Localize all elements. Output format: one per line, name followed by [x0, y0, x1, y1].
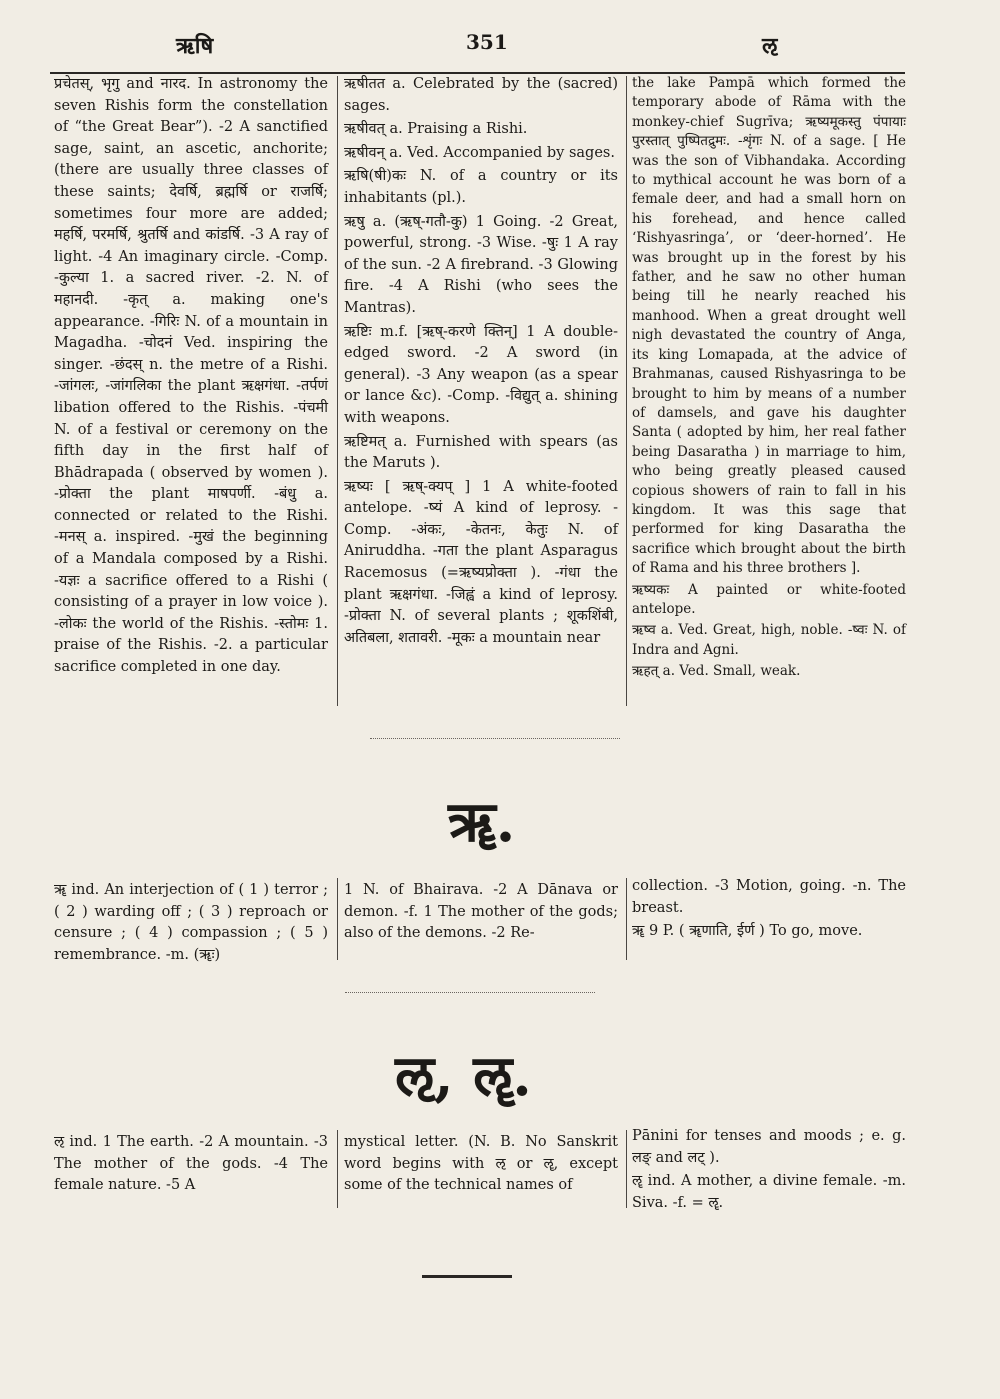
entry-paragraph: the lake Pampā which formed the temporary abode of Rāma with the monkey-chief Sugrīva; ऋष्यमूकस्तु पंपायाः पुरस्तात् पुष्पितद्रुमः. -शृंगः N. of a sage. [ He was the son of Vibhandaka. According to mythical account he was born of a female deer, and had a small horn on his forehead, and hence called ‘Rishyasringa’, or ‘deer-horned’. He was brought up in the forest by his father, and he saw no other human being till he nearly reached his manhood. When a great drought well nigh devastated the country of Anga, its king Lomapada, at the advice of Brahmanas, caused Rishyasringa to be brought to him by means of a number of damsels, and gave his daughter Santa ( adopted by him, her real father being Dasaratha ) in marriage to him, who being greatly pleased caused copious showers of rain to fall in his kingdom. It was this sage that performed for king Dasaratha the sacrifice which brought about the birth of Rama and his three brothers ].: [632, 75, 906, 577]
section-heading-rri: ॠ.: [448, 789, 516, 855]
section2-column-3: [632, 876, 906, 943]
entry-paragraph: ॠ ind. An interjection of ( 1 ) terror ; ( 2 ) warding off ; ( 3 ) reproach or censure ; ( 4 ) compassion ; ( 5 ) remembrance. -m. (ॠः): [54, 882, 328, 963]
entry-paragraph: ऌ ind. 1 The earth. -2 A mountain. -3 The mother of the gods. -4 The female nature. -5 A: [54, 1134, 328, 1194]
section-divider: [370, 738, 620, 739]
header-right-guideword: ऌ: [762, 33, 778, 59]
entry-paragraph: ॠ 9 P. ( ॠणाति, ईर्ण ) To go, move.: [632, 923, 863, 940]
entry-paragraph: ऋषि(षी)कः N. of a country or its inhabitants (pl.).: [344, 168, 618, 206]
column-divider: [337, 878, 338, 960]
entry-paragraph: ऋषीतत a. Celebrated by the (sacred) sages.: [344, 76, 618, 114]
entry-paragraph: ॡ ind. A mother, a divine female. -m. Siva. -f. = ॡ.: [632, 1173, 906, 1211]
section-heading-lri: ऌ, ॡ.: [395, 1043, 532, 1109]
column-divider: [337, 1130, 338, 1208]
entry-paragraph: प्रचेतस्, भृगु and नारद. In astronomy the seven Rishis form the constellation of “the Great Bear”). -2 A sanctified sage, saint, an ascetic, anchorite; (there are usually three classes of these saints; देवर्षि, ब्रह्मर्षि or राजर्षि; sometimes four more are added; महर्षि, परमर्षि, श्रुतर्षि and कांडर्षि. -3 A ray of light. -4 An imaginary circle. -Comp. -कुल्या 1. a sacred river. -2. N. of महानदी. -कृत् a. making one's appearance. -गिरिः N. of a mountain in Magadha. -चोदनं Ved. inspiring the singer. -छंदस् n. the metre of a Rishi. -जांगलः, -जांगलिका the plant ऋक्षगंधा. -तर्पणं libation offered to the Rishis. -पंचमी N. of a festival or ceremony on the fifth day in the first half of Bhādrapada ( observed by women ). -प्रोक्ता the plant माषपर्णी. -बंधु a. connected or related to the Rishi. -मनस् a. inspired. -मुखं the beginning of a Mandala composed by a Rishi. -यज्ञः a sacrifice offered to a Rishi ( consisting of a prayer in low voice ). -लोकः the world of the Rishis. -स्तोमः 1. praise of the Rishis. -2. a particular sacrifice completed in one day.: [54, 76, 328, 676]
section-divider: [345, 992, 595, 993]
entry-paragraph: ऋष्यकः A painted or white-footed antelope.: [632, 581, 906, 617]
column-divider: [626, 878, 627, 960]
column-divider: [626, 1130, 627, 1208]
entry-paragraph: collection. -3 Motion, going. -n. The breast.: [632, 878, 906, 916]
section3-column-2: [344, 1132, 618, 1197]
entry-paragraph: ऋषु a. (ऋष्-गतौ-कु) 1 Going. -2 Great, powerful, strong. -3 Wise. -षुः 1 A ray of the sun. -2 A firebrand. -3 Glowing fire. -4 A Rishi (who sees the Mantras).: [344, 213, 618, 316]
entry-paragraph: ऋषीवन् a. Ved. Accompanied by sages.: [344, 144, 615, 161]
section2-column-1: [54, 880, 328, 966]
column-divider: [626, 76, 627, 706]
entry-paragraph: ऋहत् a. Ved. Small, weak.: [632, 663, 801, 680]
column-divider: [337, 76, 338, 706]
entry-paragraph: mystical letter. (N. B. No Sanskrit word begins with ऌ or ॡ, except some of the technical names of: [344, 1134, 618, 1194]
page-number: 351: [466, 30, 508, 54]
section1-column-2: [344, 74, 618, 649]
header-left-guideword: ऋषि: [176, 33, 214, 59]
entry-paragraph: ऋष्टिः m.f. [ऋष्-करणे क्तिन्] 1 A double-edged sword. -2 A sword (in general). -3 Any weapon (as a spear or lance &c). -Comp. -विद्युत् a. shining with weapons.: [344, 323, 618, 426]
entry-paragraph: Pānini for tenses and moods ; e. g. लङ् and लट् ).: [632, 1128, 906, 1166]
section1-column-1: [54, 74, 328, 679]
entry-paragraph: 1 N. of Bhairava. -2 A Dānava or demon. -f. 1 The mother of the gods; also of the demons. -2 Re-: [344, 882, 618, 942]
end-rule: [422, 1275, 512, 1278]
entry-paragraph: ऋष्यः [ ऋष्-क्यप् ] 1 A white-footed antelope. -ष्यं A kind of leprosy. -Comp. -अंकः, -केतनः, केतुः N. of Aniruddha. -गता the plant Asparagus Racemosus (=ऋष्यप्रोक्ता ). -गंधा the plant ऋक्षगंधा. -जिह्वं a kind of leprosy. -प्रोक्ता N. of several plants ; शूकशिंबी, अतिबला, शतावरी. -मूकः a mountain near: [344, 478, 618, 646]
section3-column-3: [632, 1126, 906, 1214]
section2-column-2: [344, 880, 618, 945]
entry-paragraph: ऋषीवत् a. Praising a Rishi.: [344, 121, 528, 138]
entry-paragraph: ऋष्व a. Ved. Great, high, noble. -ष्वः N. of Indra and Agni.: [632, 622, 906, 658]
entry-paragraph: ऋष्टिमत् a. Furnished with spears (as the Maruts ).: [344, 433, 618, 472]
section3-column-1: [54, 1132, 328, 1197]
section1-column-3: [632, 74, 906, 682]
